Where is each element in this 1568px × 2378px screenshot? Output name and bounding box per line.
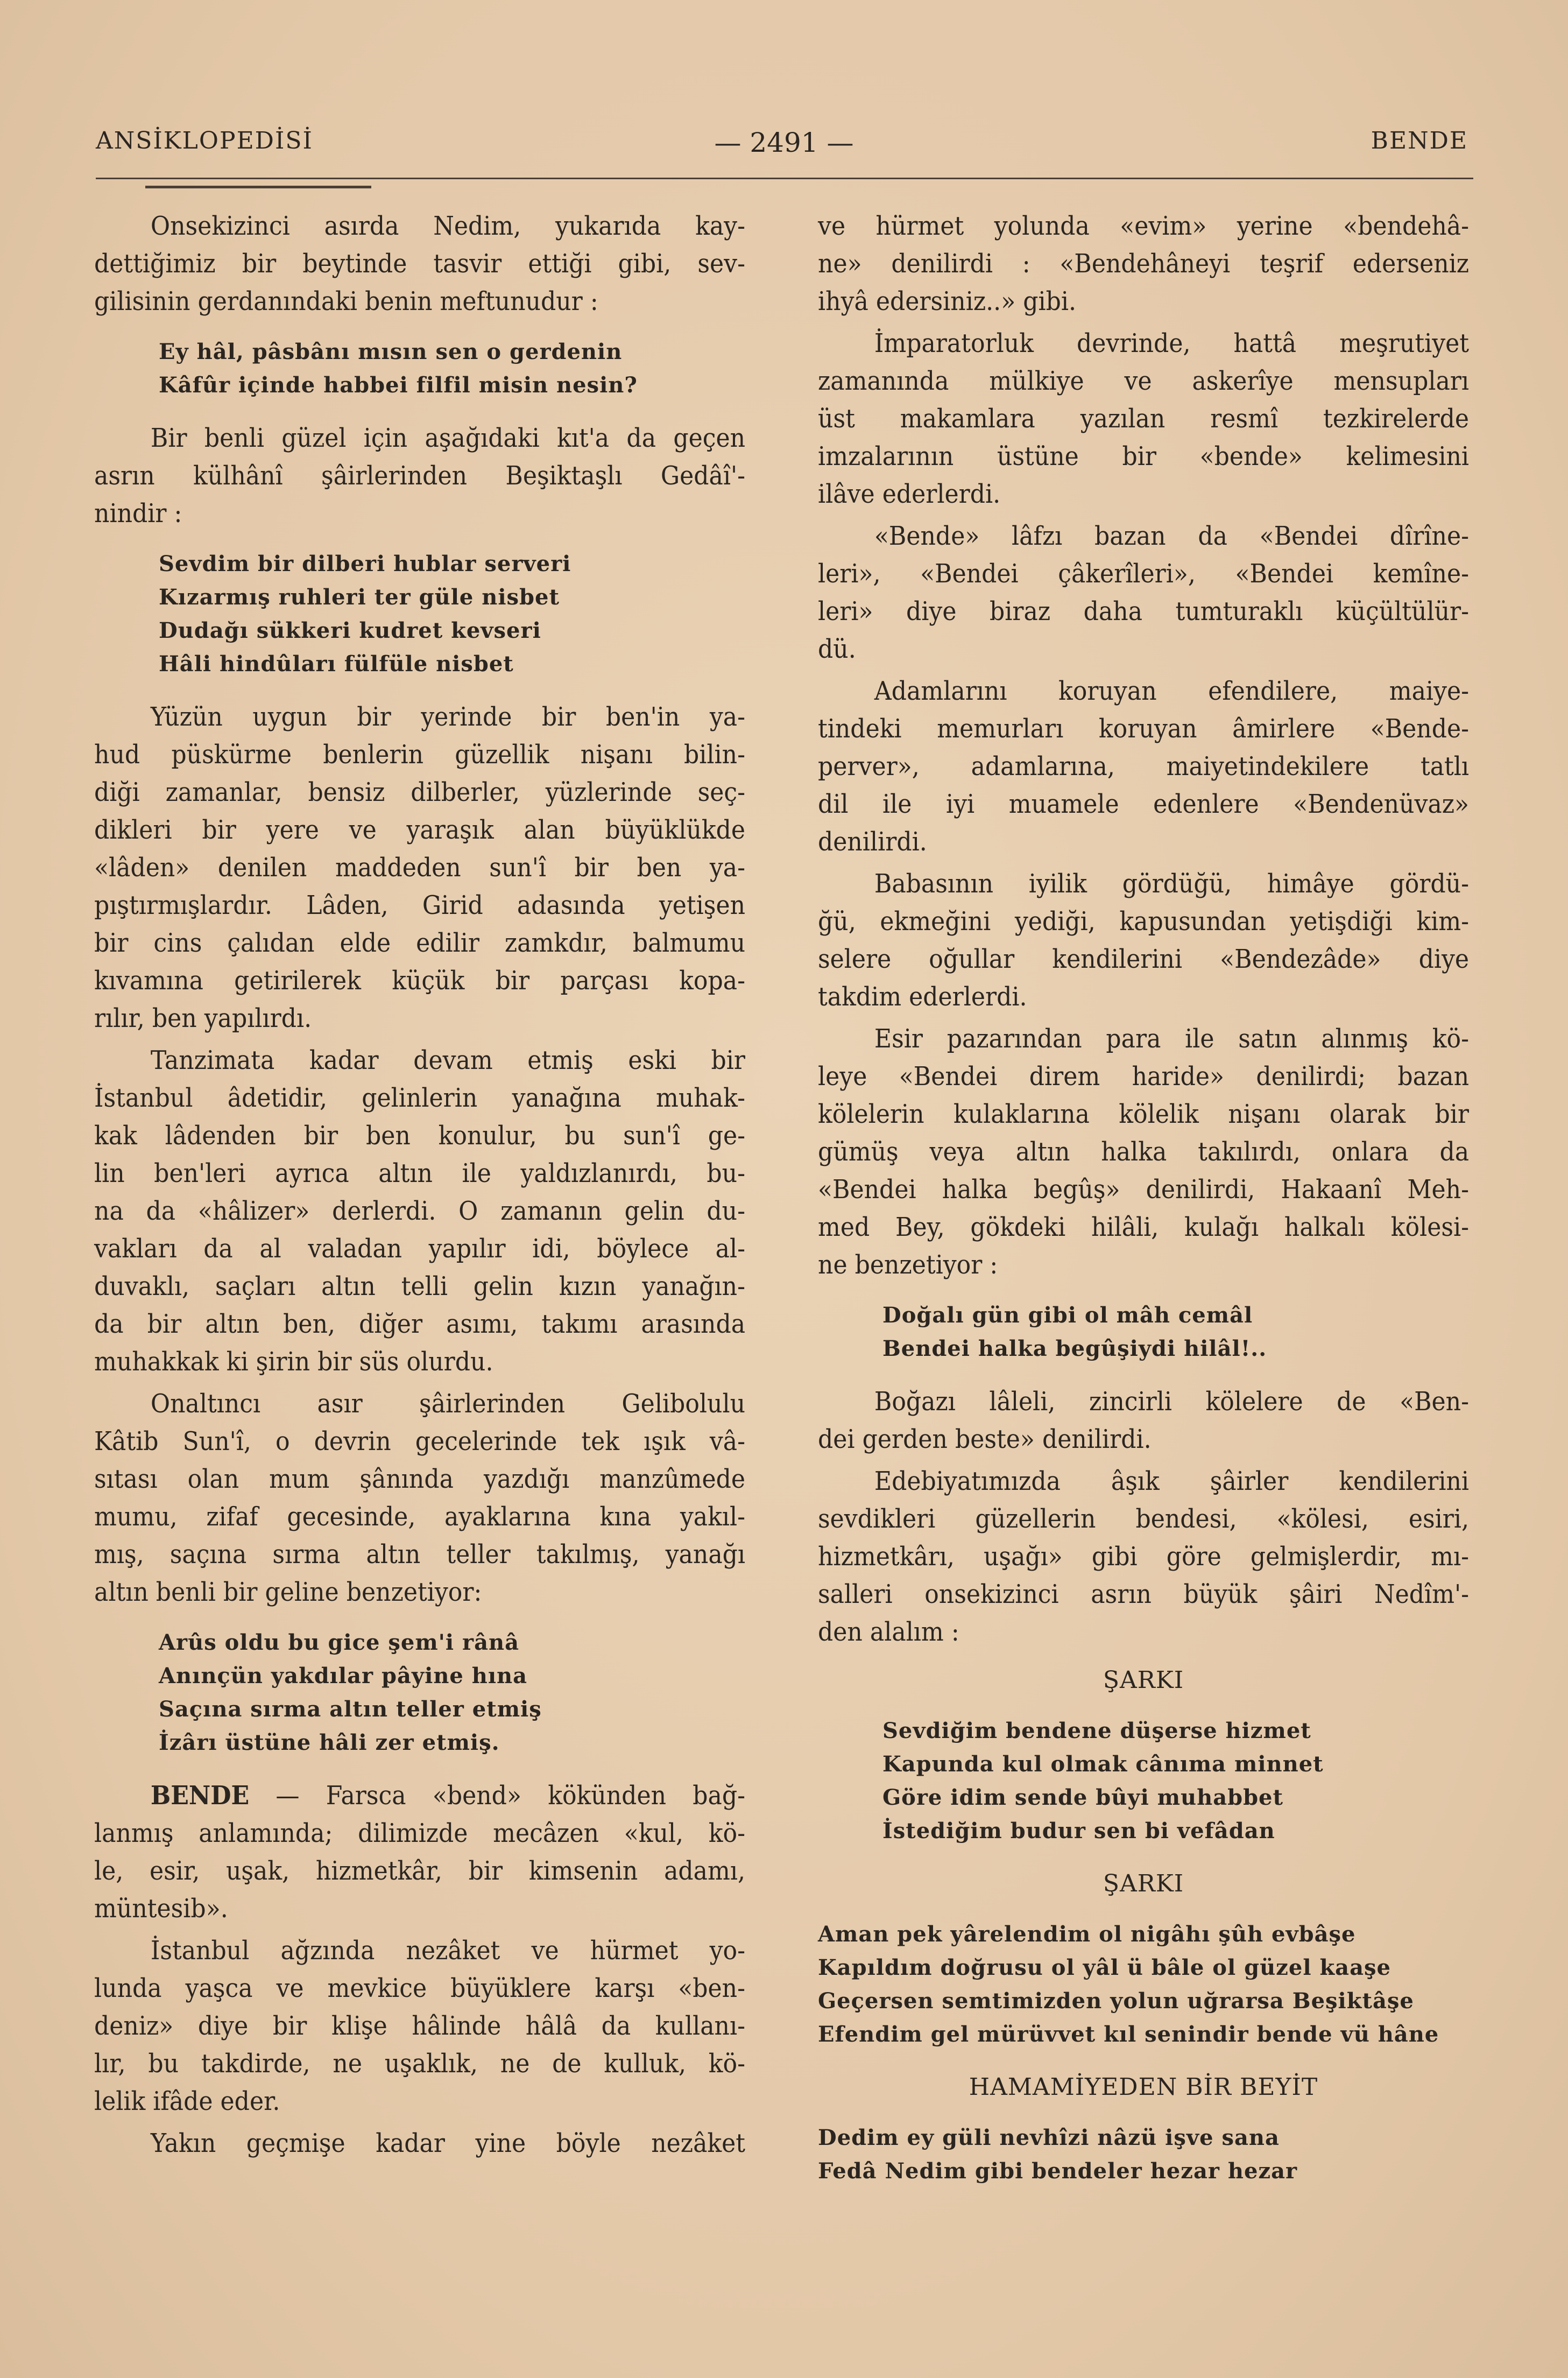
running-header-left: ANSİKLOPEDİSİ — [96, 127, 313, 154]
text-line: mış, saçına sırma altın teller takılmış, yanağı — [94, 1539, 746, 1570]
text-line: ve hürmet yolunda «evim» yerine «bendehâ- — [818, 211, 1470, 241]
text-line: ne» denilirdi : «Bendehâneyi teşrif ederseniz — [818, 249, 1470, 279]
verse-line: Ey hâl, pâsbânı mısın sen o gerdenin — [159, 339, 623, 364]
text-line: ihyâ edersiniz..» gibi. — [818, 286, 1077, 316]
paragraph — [94, 2124, 745, 2162]
header-rule-accent — [145, 186, 371, 188]
verse-line: Dudağı sükkeri kudret kevseri — [159, 618, 541, 643]
text-line: da bir altın ben, diğer asımı, takımı arasında — [94, 1309, 746, 1339]
text-line: rılır, ben yapılırdı. — [94, 1003, 312, 1033]
paragraph — [818, 865, 1469, 1016]
verse-line: Kâfûr içinde habbei filfil misin nesin? — [159, 372, 638, 398]
paragraph — [94, 1932, 745, 2120]
text-line: asrın külhânî şâirlerinden Beşiktaşlı Gedâî'- — [94, 461, 746, 491]
verse-block — [94, 1626, 745, 1760]
verse-block — [818, 1714, 1469, 1848]
text-line: altın benli bir geline benzetiyor: — [94, 1577, 482, 1607]
paragraph — [94, 698, 745, 1037]
text-line: ne benzetiyor : — [818, 1250, 998, 1280]
text-line: Babasının iyilik gördüğü, himâye gördü- — [874, 869, 1470, 899]
text-line: ilâve ederlerdi. — [818, 479, 1001, 509]
column-right — [818, 207, 1469, 2205]
text-line: na da «hâlizer» derlerdi. O zamanın gelin du- — [94, 1196, 746, 1226]
verse-line: Saçına sırma altın teller etmiş — [159, 1697, 542, 1722]
text-line: vakları da al valadan yapılır idi, böylece al- — [94, 1234, 746, 1264]
paragraph — [818, 1462, 1469, 1651]
paragraph — [94, 1385, 745, 1611]
verse-line: Kapunda kul olmak cânıma minnet — [882, 1751, 1324, 1777]
verse-block — [94, 547, 745, 681]
verse-line: Fedâ Nedim gibi bendeler hezar hezar — [818, 2158, 1298, 2184]
verse-line: İstediğim budur sen bi vefâdan — [882, 1818, 1275, 1844]
text-line: hizmetkârı, uşağı» gibi göre gelmişlerdir, mı- — [818, 1542, 1470, 1572]
text-line: denilirdi. — [818, 827, 927, 857]
verse-line: Bendei halka begûşiydi hilâl!.. — [882, 1336, 1267, 1361]
text-line: leri» diye biraz daha tumturaklı küçültülür- — [818, 596, 1470, 627]
paragraph — [94, 1777, 745, 1927]
text-line: selere oğullar kendilerini «Bendezâde» diye — [818, 944, 1470, 974]
paragraph — [818, 1020, 1469, 1284]
paragraph — [94, 419, 745, 532]
text-line: zamanında mülkiye ve askerîye mensupları — [818, 366, 1470, 396]
text-line: leye «Bendei direm haride» denilirdi; bazan — [818, 1061, 1470, 1092]
text-line: bir cins çalıdan elde edilir zamkdır, balmumu — [94, 928, 746, 958]
text-line: lunda yaşca ve mevkice büyüklere karşı «ben- — [94, 1973, 746, 2003]
verse-line: Doğalı gün gibi ol mâh cemâl — [882, 1303, 1253, 1328]
text-line: duvaklı, saçları altın telli gelin kızın yanağın- — [94, 1271, 746, 1301]
entry-headword: BENDE — [150, 1781, 250, 1811]
verse-line: Göre idim sende bûyi muhabbet — [882, 1785, 1283, 1810]
paragraph — [94, 1042, 745, 1381]
verse-line: İzârı üstüne hâli zer etmiş. — [159, 1730, 500, 1755]
text-line: le, esir, uşak, hizmetkâr, bir kimsenin adamı, — [94, 1856, 746, 1886]
verse-line: Arûs oldu bu gice şem'i rânâ — [159, 1630, 520, 1655]
text-line: diği zamanlar, bensiz dilberler, yüzlerinde seç- — [94, 777, 746, 807]
text-line: sevdikleri güzellerin bendesi, «kölesi, esiri, — [818, 1504, 1470, 1534]
text-line: Onaltıncı asır şâirlerinden Gelibolulu — [150, 1389, 746, 1419]
verse-line: Sevdiğim bendene düşerse hizmet — [882, 1718, 1311, 1743]
verse-line: Kızarmış ruhleri ter güle nisbet — [159, 585, 560, 610]
text-line: hud püskürme benlerin güzellik nişanı bilin- — [94, 740, 746, 770]
paragraph — [94, 207, 745, 320]
text-line: «lâden» denilen maddeden sun'î bir ben ya- — [94, 853, 746, 883]
text-line: lır, bu takdirde, ne uşaklık, ne de kulluk, kö- — [94, 2049, 746, 2079]
page-number: — 2491 — — [714, 127, 854, 158]
text-line: salleri onsekizinci asrın büyük şâiri Nedîm'- — [818, 1579, 1470, 1609]
text-line: kak lâdenden bir ben konulur, bu sun'î ge- — [94, 1121, 746, 1151]
text-line: den alalım : — [818, 1617, 959, 1647]
text-line: ğü, ekmeğini yediği, kapusundan yetişdiği kim- — [818, 906, 1470, 937]
paragraph — [818, 1383, 1469, 1458]
section-heading: ŞARKI — [1103, 1870, 1184, 1897]
verse-line: Aman pek yârelendim ol nigâhı şûh evbâşe — [818, 1922, 1356, 1947]
text-line: muhakkak ki şirin bir süs olurdu. — [94, 1347, 493, 1377]
text-line: deniz» diye bir klişe hâlinde hâlâ da kullanı- — [94, 2011, 746, 2041]
verse-line: Kapıldım doğrusu ol yâl ü bâle ol güzel kaaşe — [818, 1955, 1391, 1980]
text-line: med Bey, gökdeki hilâli, kulağı halkalı kölesi- — [818, 1212, 1470, 1242]
text-line: lanmış anlamında; dilimizde mecâzen «kul, kö- — [94, 1818, 746, 1848]
verse-line: Anınçün yakdılar pâyine hına — [159, 1663, 528, 1688]
text-line: dü. — [818, 634, 856, 664]
text-line: mumu, zifaf gecesinde, ayaklarına kına yakıl- — [94, 1502, 746, 1532]
paragraph — [818, 517, 1469, 668]
text-line: lelik ifâde eder. — [94, 2086, 280, 2116]
text-line: tindeki memurları koruyan âmirlere «Bende- — [818, 714, 1470, 744]
verse-line: Geçersen semtimizden yolun uğrarsa Beşiktâşe — [818, 1988, 1414, 2014]
text-line: dei gerden beste» denilirdi. — [818, 1424, 1152, 1454]
text-line: İmparatorluk devrinde, hattâ meşrutiyet — [874, 328, 1470, 358]
verse-block — [94, 335, 745, 402]
text-line — [94, 1777, 745, 1814]
paragraph — [818, 325, 1469, 513]
text-line: nindir : — [94, 498, 182, 529]
text-line: «Bende» lâfzı bazan da «Bendei dîrîne- — [874, 521, 1470, 551]
text-line: dettiğimiz bir beytinde tasvir ettiği gibi, sev- — [94, 249, 746, 279]
text-line: Edebiyatımızda âşık şâirler kendilerini — [874, 1466, 1470, 1496]
running-header-right: BENDE — [1371, 127, 1468, 154]
text-line: dikleri bir yere ve yaraşık alan büyüklükde — [94, 815, 746, 845]
verse-block — [818, 1918, 1469, 2051]
text-line: kölelerin kulaklarına kölelik nişanı olarak bir — [818, 1099, 1470, 1129]
verse-line: Hâli hindûları fülfüle nisbet — [159, 651, 514, 677]
text-line: sıtası olan mum şânında yazdığı manzûmede — [94, 1464, 746, 1494]
text-line: takdim ederlerdi. — [818, 982, 1027, 1012]
text-line: Yüzün uygun bir yerinde bir ben'in ya- — [150, 702, 746, 732]
section-heading: HAMAMİYEDEN BİR BEYİT — [969, 2073, 1318, 2101]
verse-block — [818, 2121, 1469, 2188]
text-line: perver», adamlarına, maiyetindekilere tatlı — [818, 751, 1470, 782]
text-line: İstanbul ağzında nezâket ve hürmet yo- — [150, 1936, 746, 1966]
section-heading: ŞARKI — [1103, 1666, 1184, 1694]
text-line: Esir pazarından para ile satın alınmış kö- — [874, 1024, 1470, 1054]
text-line: gilisinin gerdanındaki benin meftunudur : — [94, 286, 598, 316]
text-line: imzalarının üstüne bir «bende» kelimesini — [818, 441, 1470, 472]
text-line: leri», «Bendei çâkerîleri», «Bendei kemîne- — [818, 559, 1470, 589]
text-line: İstanbul âdetidir, gelinlerin yanağına muhak- — [94, 1083, 746, 1113]
verse-line: Dedim ey güli nevhîzi nâzü işve sana — [818, 2125, 1280, 2150]
paragraph — [818, 672, 1469, 861]
text-line: Boğazı lâleli, zincirli kölelere de «Ben- — [874, 1387, 1470, 1417]
column-left — [94, 207, 745, 2166]
text-line: Bir benli güzel için aşağıdaki kıt'a da geçen — [150, 423, 746, 453]
header-rule — [96, 178, 1473, 179]
verse-line: Sevdim bir dilberi hublar serveri — [159, 551, 571, 576]
text-line: Tanzimata kadar devam etmiş eski bir — [150, 1045, 746, 1075]
text-line: dil ile iyi muamele edenlere «Bendenüvaz» — [818, 789, 1470, 819]
text-line: Kâtib Sun'î, o devrin gecelerinde tek ışık vâ- — [94, 1426, 746, 1457]
verse-line: Efendim gel mürüvvet kıl senindir bende vü hâne — [818, 2022, 1439, 2047]
text-line: kıvamına getirilerek küçük bir parçası kopa- — [94, 966, 746, 996]
text-line: üst makamlara yazılan resmî tezkirelerde — [818, 404, 1470, 434]
text-line: «Bendei halka begûş» denilirdi, Hakaanî Meh- — [818, 1174, 1470, 1205]
text-line: lin ben'leri ayrıca altın ile yaldızlanırdı, bu- — [94, 1158, 746, 1188]
text-line: Onsekizinci asırda Nedim, yukarıda kay- — [150, 211, 746, 241]
text-line: Adamlarını koruyan efendilere, maiye- — [874, 676, 1470, 706]
entry-definition: — Farsca «bend» kökünden bağ- — [249, 1781, 746, 1811]
text-line: pıştırmışlardır. Lâden, Girid adasında yetişen — [94, 890, 746, 920]
text-line: Yakın geçmişe kadar yine böyle nezâket — [150, 2128, 746, 2158]
paragraph — [818, 207, 1469, 320]
text-line: gümüş veya altın halka takılırdı, onlara da — [818, 1137, 1470, 1167]
verse-block — [818, 1299, 1469, 1366]
text-line: müntesib». — [94, 1894, 228, 1924]
